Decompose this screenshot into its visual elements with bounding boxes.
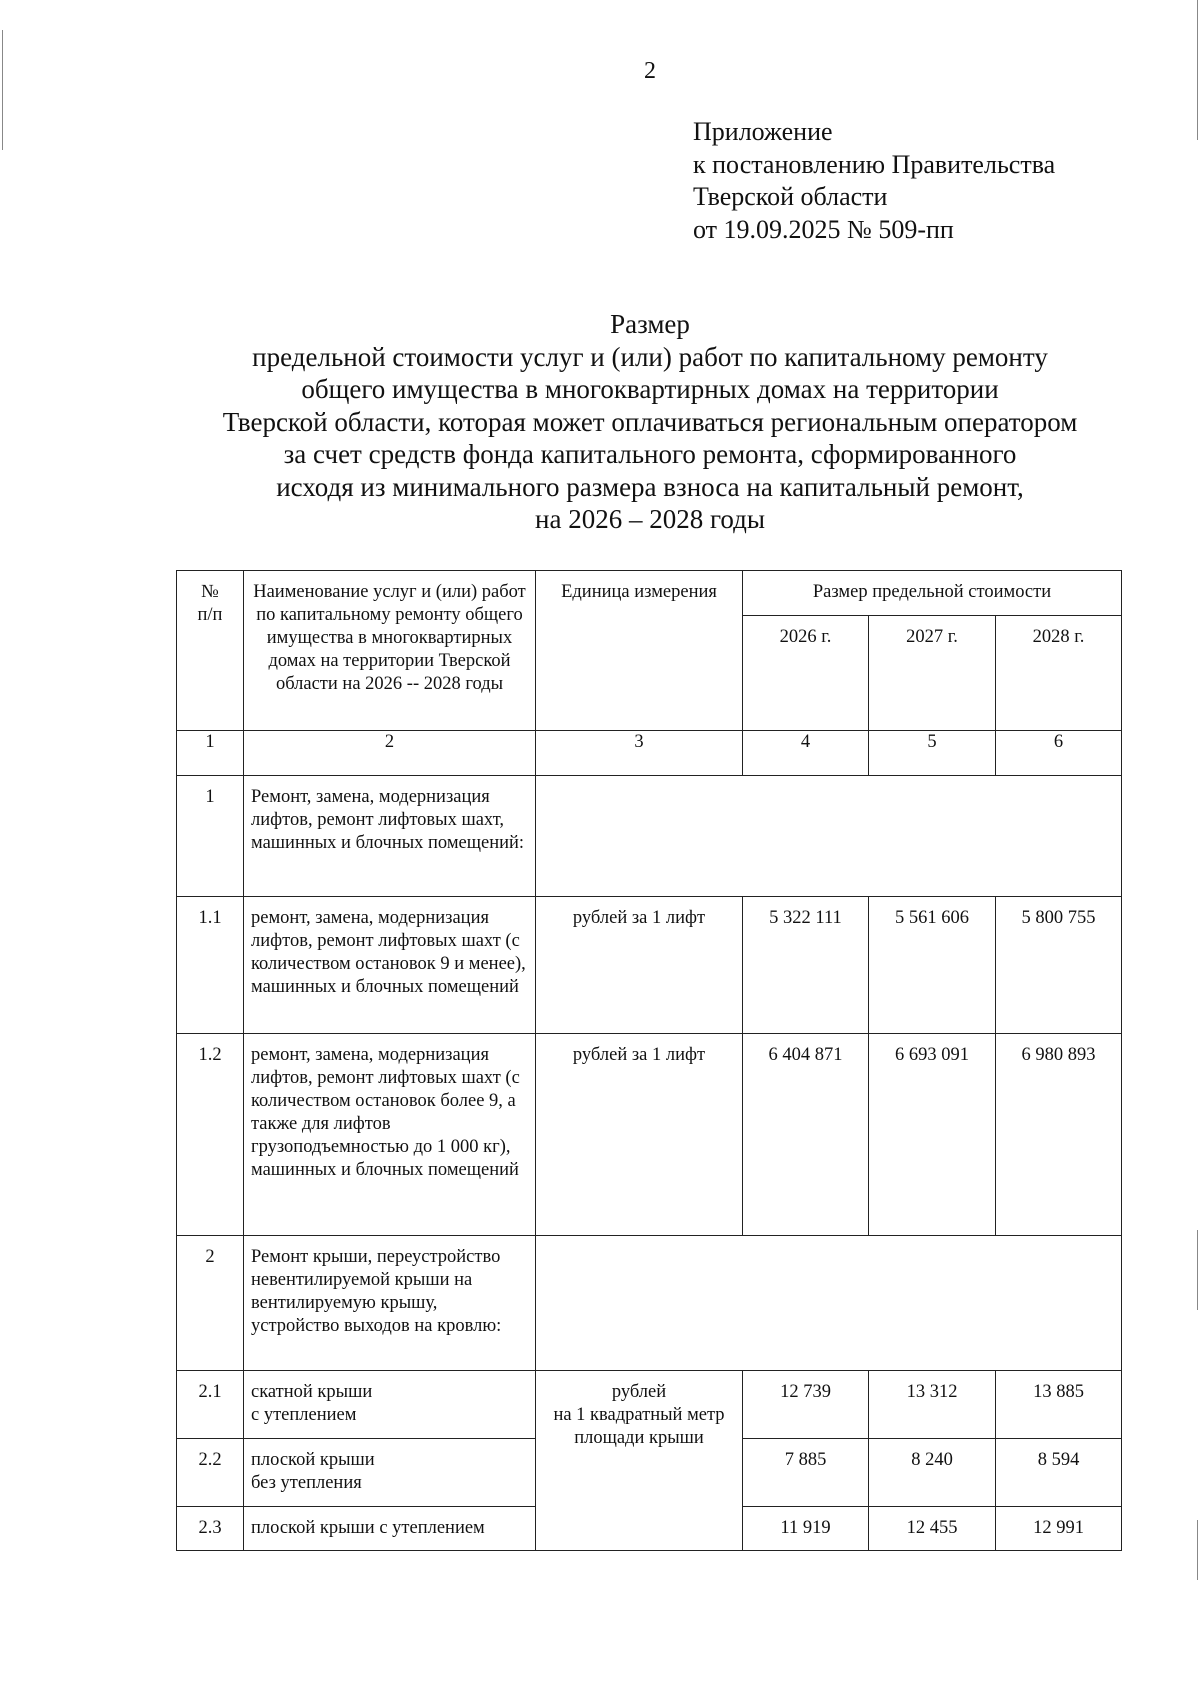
row-empty-span bbox=[536, 1236, 1122, 1371]
row-num: 2 bbox=[177, 1236, 244, 1371]
table-row bbox=[177, 1371, 1122, 1439]
appendix-line: Тверской области bbox=[693, 182, 888, 211]
title-line: на 2026 – 2028 годы bbox=[535, 504, 765, 534]
index-cell: 5 bbox=[869, 731, 996, 776]
row-value-2026: 11 919 bbox=[743, 1507, 869, 1551]
row-value-2026: 12 739 bbox=[743, 1371, 869, 1439]
header-year-2027: 2027 г. bbox=[869, 616, 996, 731]
index-cell: 4 bbox=[743, 731, 869, 776]
cost-table bbox=[176, 570, 1122, 1551]
row-value-2028: 12 991 bbox=[996, 1507, 1122, 1551]
row-value-2027: 5 561 606 bbox=[869, 897, 996, 1034]
scan-edge-mark bbox=[1197, 1520, 1198, 1580]
row-name: ремонт, замена, модернизация лифтов, ремонт лифтовых шахт (с количеством остановок 9 и менее), машинных и блочных помещений bbox=[244, 897, 536, 1034]
title-line: исходя из минимального размера взноса на капитальный ремонт, bbox=[276, 471, 1024, 502]
row-num: 2.2 bbox=[177, 1439, 244, 1507]
row-num: 1.2 bbox=[177, 1034, 244, 1236]
scan-edge-mark bbox=[2, 30, 3, 150]
table-row bbox=[177, 1236, 1122, 1371]
header-unit: Единица измерения bbox=[536, 571, 743, 731]
row-unit: рублей на 1 квадратный метр площади крыши bbox=[536, 1371, 743, 1551]
header-row bbox=[177, 571, 1122, 616]
row-value-2027: 12 455 bbox=[869, 1507, 996, 1551]
row-name: Ремонт, замена, модернизация лифтов, ремонт лифтовых шахт, машинных и блочных помещений: bbox=[244, 776, 536, 897]
row-unit: рублей за 1 лифт bbox=[536, 897, 743, 1034]
header-name: Наименование услуг и (или) работ по капитальному ремонту общего имущества в многоквартирных домах на территории Тверской области на 2026 -- 2028 годы bbox=[244, 571, 536, 731]
title-heading: Размер bbox=[610, 309, 690, 339]
row-name: скатной крыши с утеплением bbox=[244, 1371, 536, 1439]
row-value-2027: 13 312 bbox=[869, 1371, 996, 1439]
table-row bbox=[177, 1034, 1122, 1236]
row-value-2026: 5 322 111 bbox=[743, 897, 869, 1034]
index-cell: 1 bbox=[177, 731, 244, 776]
table-row bbox=[177, 897, 1122, 1034]
row-name: плоской крыши с утеплением bbox=[244, 1507, 536, 1551]
appendix-line: к постановлению Правительства bbox=[693, 149, 1056, 179]
header-year-2026: 2026 г. bbox=[743, 616, 869, 731]
row-value-2027: 8 240 bbox=[869, 1439, 996, 1507]
row-name: плоской крыши без утепления bbox=[244, 1439, 536, 1507]
row-value-2028: 13 885 bbox=[996, 1371, 1122, 1439]
document-title bbox=[0, 308, 1200, 536]
row-unit: рублей за 1 лифт bbox=[536, 1034, 743, 1236]
index-cell: 2 bbox=[244, 731, 536, 776]
appendix-line: от 19.09.2025 № 509-пп bbox=[693, 214, 954, 244]
appendix-line: Приложение bbox=[693, 117, 833, 146]
row-num: 1.1 bbox=[177, 897, 244, 1034]
page-number: 2 bbox=[644, 58, 656, 84]
title-line: Тверской области, которая может оплачиваться региональным оператором bbox=[222, 406, 1078, 437]
row-value-2027: 6 693 091 bbox=[869, 1034, 996, 1236]
title-line: за счет средств фонда капитального ремонта, сформированного bbox=[283, 439, 1017, 469]
row-value-2028: 8 594 bbox=[996, 1439, 1122, 1507]
title-line: предельной стоимости услуг и (или) работ по капитальному ремонту bbox=[252, 341, 1048, 372]
index-cell: 6 bbox=[996, 731, 1122, 776]
appendix-block bbox=[693, 116, 1055, 246]
row-num: 2.1 bbox=[177, 1371, 244, 1439]
row-name: Ремонт крыши, переустройство невентилируемой крыши на вентилируемую крышу, устройство выходов на кровлю: bbox=[244, 1236, 536, 1371]
row-empty-span bbox=[536, 776, 1122, 897]
row-value-2026: 6 404 871 bbox=[743, 1034, 869, 1236]
header-year-2028: 2028 г. bbox=[996, 616, 1122, 731]
index-row bbox=[177, 731, 1122, 776]
row-value-2028: 6 980 893 bbox=[996, 1034, 1122, 1236]
title-line: общего имущества в многоквартирных домах на территории bbox=[301, 374, 999, 404]
row-num: 2.3 bbox=[177, 1507, 244, 1551]
index-cell: 3 bbox=[536, 731, 743, 776]
header-cost-group: Размер предельной стоимости bbox=[743, 571, 1122, 616]
scan-edge-mark bbox=[1197, 1230, 1198, 1310]
scan-edge-mark bbox=[1197, 0, 1198, 140]
row-value-2028: 5 800 755 bbox=[996, 897, 1122, 1034]
row-value-2026: 7 885 bbox=[743, 1439, 869, 1507]
row-num: 1 bbox=[177, 776, 244, 897]
row-name: ремонт, замена, модернизация лифтов, ремонт лифтовых шахт (с количеством остановок более 9, а также для лифтов грузоподъемностью до 1 000 кг), машинных и блочных помещений bbox=[244, 1034, 536, 1236]
table-row bbox=[177, 776, 1122, 897]
header-num: № п/п bbox=[177, 571, 244, 731]
